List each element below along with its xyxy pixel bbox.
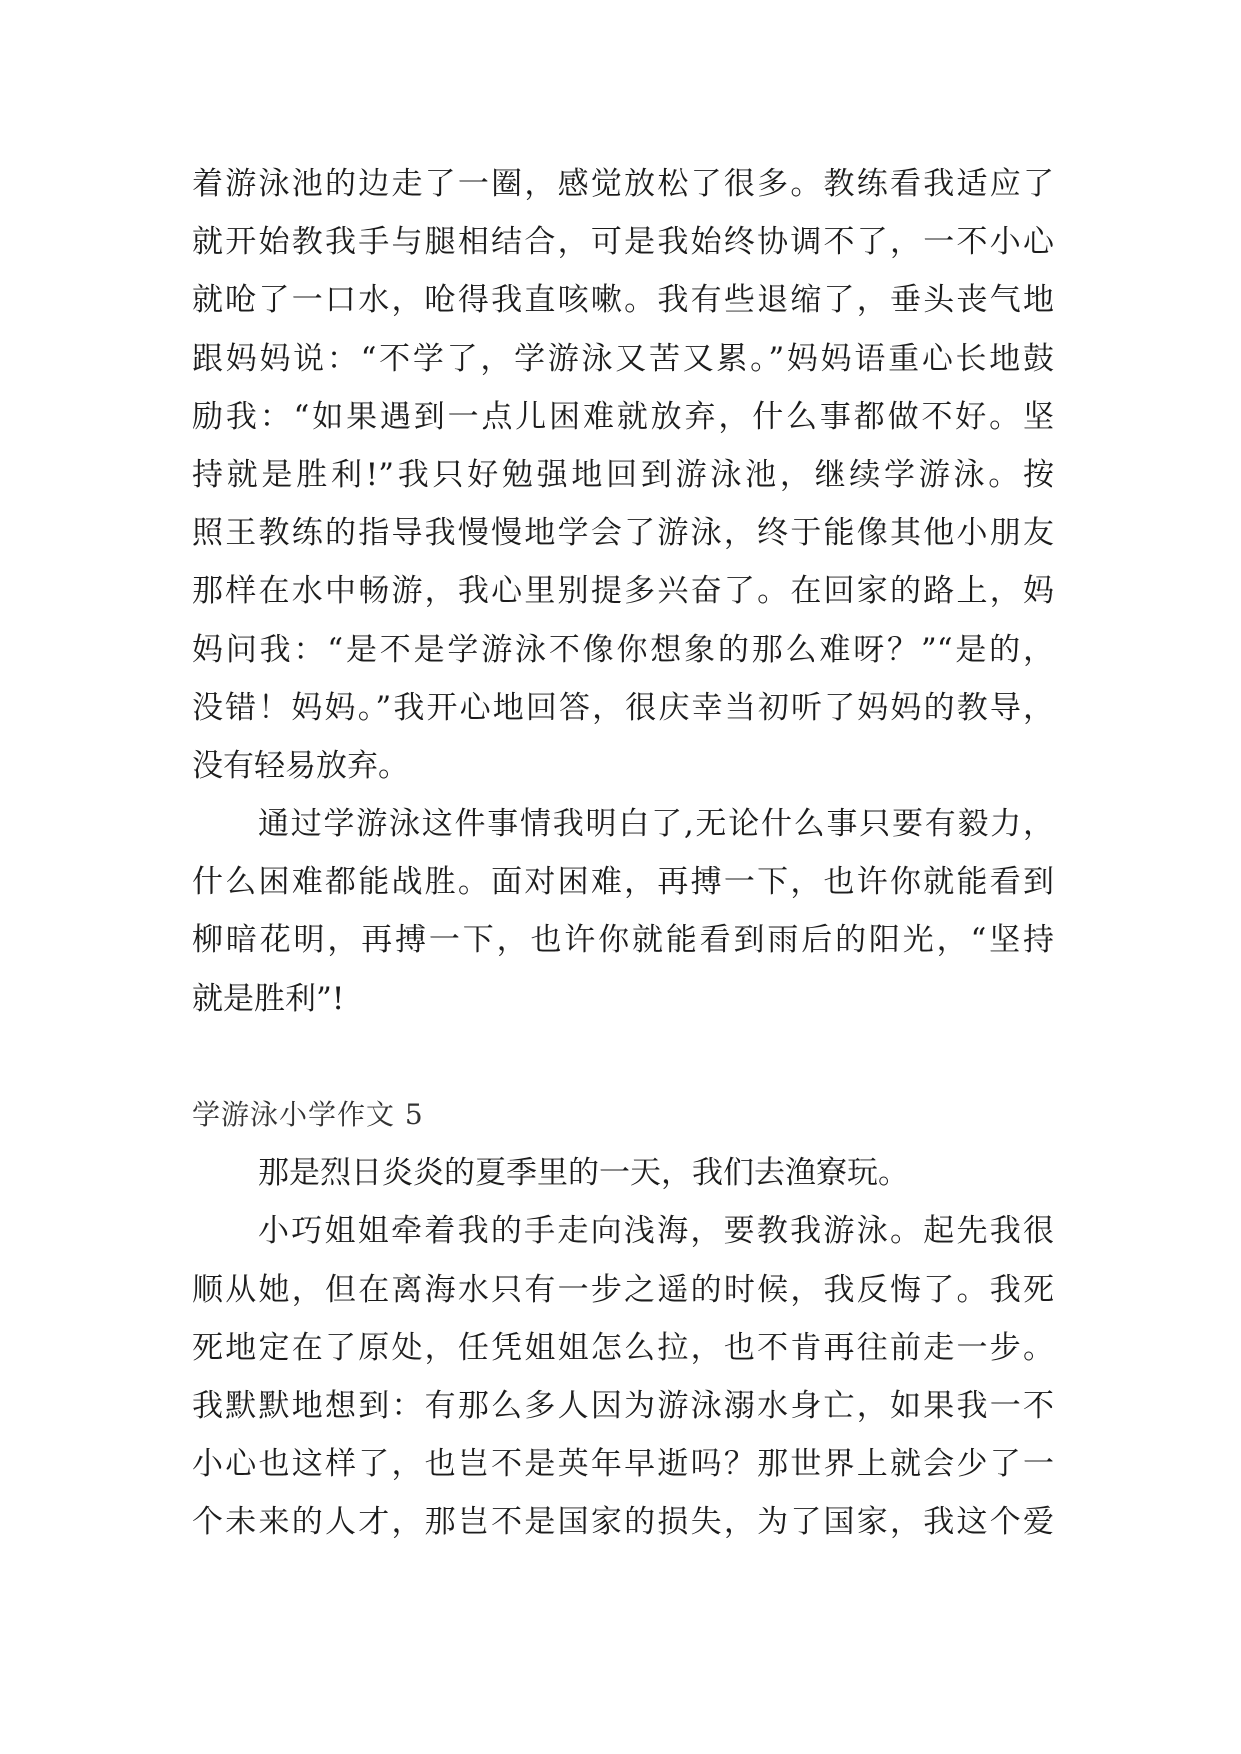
text-line: 持就是胜利!”我只好勉强地回到游泳池，继续学游泳。按 bbox=[192, 456, 1054, 493]
paragraph bbox=[192, 155, 1054, 795]
text-line: 小心也这样了，也岂不是英年早逝吗？那世界上就会少了一 bbox=[192, 1446, 1054, 1483]
section-heading: 学游泳小学作文 5 bbox=[192, 1098, 424, 1131]
text-line: 没有轻易放弃。 bbox=[192, 747, 409, 784]
text-line: 励我：“如果遇到一点儿困难就放弃，什么事都做不好。坚 bbox=[192, 398, 1054, 435]
text-line: 就呛了一口水，呛得我直咳嗽。我有些退缩了，垂头丧气地 bbox=[192, 282, 1054, 319]
document-body bbox=[192, 155, 1054, 1552]
text-line: 死地定在了原处，任凭姐姐怎么拉，也不肯再往前走一步。 bbox=[192, 1329, 1054, 1366]
text-line: 就是胜利”! bbox=[192, 980, 345, 1017]
paragraph bbox=[192, 1202, 1054, 1551]
text-line: 个未来的人才，那岂不是国家的损失，为了国家，我这个爱 bbox=[192, 1504, 1054, 1541]
text-line: 我默默地想到：有那么多人因为游泳溺水身亡，如果我一不 bbox=[192, 1387, 1054, 1424]
text-line: 照王教练的指导我慢慢地学会了游泳，终于能像其他小朋友 bbox=[192, 515, 1054, 552]
text-line: 跟妈妈说：“不学了，学游泳又苦又累。”妈妈语重心长地鼓 bbox=[192, 340, 1054, 377]
blank-line bbox=[192, 1028, 1054, 1086]
text-line: 没错！妈妈。”我开心地回答，很庆幸当初听了妈妈的教导， bbox=[192, 689, 1054, 726]
text-line: 妈问我：“是不是学游泳不像你想象的那么难呀？”“是的， bbox=[192, 631, 1054, 668]
paragraph bbox=[192, 1144, 1054, 1202]
text-line: 什么困难都能战胜。面对困难，再搏一下，也许你就能看到 bbox=[192, 864, 1054, 901]
text-line: 通过学游泳这件事情我明白了,无论什么事只要有毅力， bbox=[258, 806, 1054, 843]
text-line: 那样在水中畅游，我心里别提多兴奋了。在回家的路上，妈 bbox=[192, 573, 1054, 610]
text-line: 着游泳池的边走了一圈，感觉放松了很多。教练看我适应了 bbox=[192, 166, 1054, 202]
text-line: 小巧姐姐牵着我的手走向浅海，要教我游泳。起先我很 bbox=[258, 1213, 1054, 1250]
text-line: 就开始教我手与腿相结合，可是我始终协调不了，一不小心 bbox=[192, 224, 1054, 261]
paragraph bbox=[192, 795, 1054, 1028]
text-line: 那是烈日炎炎的夏季里的一天，我们去渔寮玩。 bbox=[258, 1155, 909, 1192]
text-line: 顺从她，但在离海水只有一步之遥的时候，我反悔了。我死 bbox=[192, 1271, 1054, 1308]
text-line: 柳暗花明，再搏一下，也许你就能看到雨后的阳光，“坚持 bbox=[192, 922, 1054, 959]
